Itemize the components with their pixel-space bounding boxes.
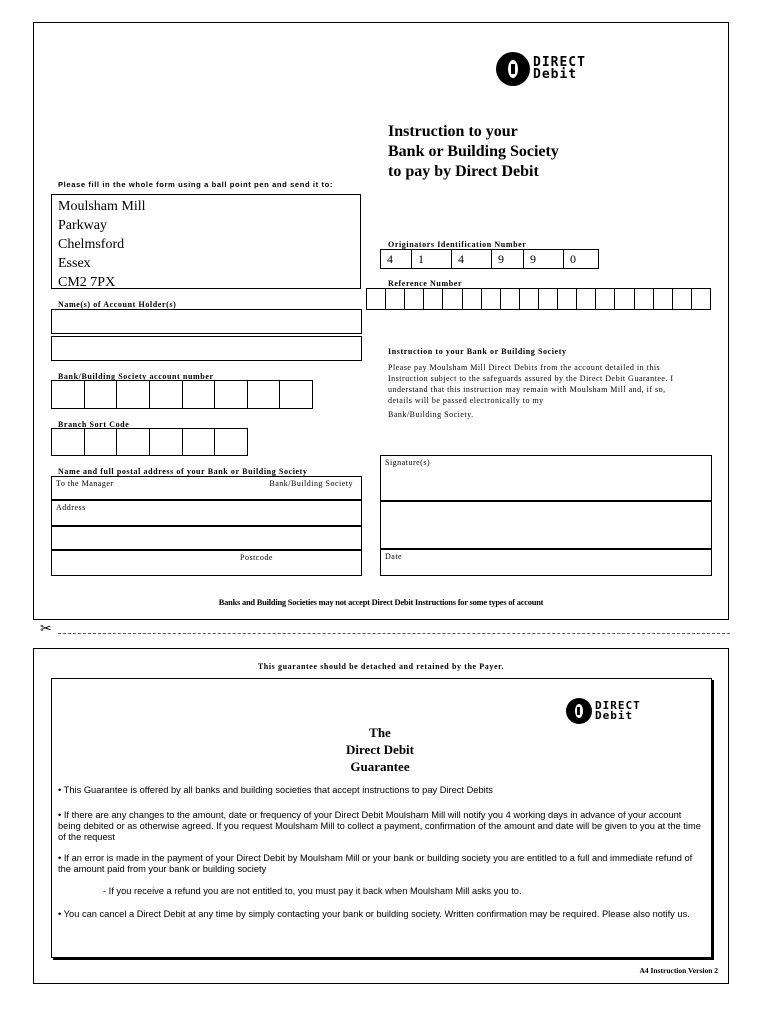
digit-cell[interactable] xyxy=(150,429,183,455)
digit-cell[interactable] xyxy=(248,381,281,408)
digit-cell[interactable] xyxy=(539,289,558,309)
digit-cell[interactable] xyxy=(183,381,216,408)
digit-cell[interactable] xyxy=(501,289,520,309)
signature-field-2[interactable] xyxy=(380,501,712,549)
instruction-text: Please pay Moulsham Mill Direct Debits from the account detailed in this Instruction subject to the safeguards assured by the Direct Debit Guarantee. I understand that this instruction may remain with Moulsham Mill and, if so, details will be passed electronically to my xyxy=(388,363,674,405)
bank-building-society-label: Bank/Building Society xyxy=(269,479,353,488)
digit-cell[interactable] xyxy=(183,429,216,455)
logo-line1: DIRECT xyxy=(533,55,586,70)
originator-label: Originators Identification Number xyxy=(388,240,527,249)
scissors-icon: ✂ xyxy=(40,621,52,637)
instruction-text-end: Bank/Building Society. xyxy=(388,410,474,419)
bank-name-field[interactable] xyxy=(51,476,362,500)
direct-debit-logo-icon xyxy=(496,52,530,86)
detach-note: This guarantee should be detached and retained by the Payer. xyxy=(257,662,505,671)
reference-label: Reference Number xyxy=(388,279,463,288)
digit-cell[interactable] xyxy=(386,289,405,309)
sort-code-cells[interactable] xyxy=(51,428,248,456)
account-holder-field-2[interactable] xyxy=(51,336,362,361)
date-label: Date xyxy=(385,552,403,561)
version-label: A4 Instruction Version 2 xyxy=(639,966,718,975)
address-field[interactable] xyxy=(51,500,362,526)
digit-cell[interactable] xyxy=(443,289,462,309)
digit-cell[interactable] xyxy=(692,289,710,309)
address-field-2[interactable] xyxy=(51,526,362,550)
originator-digit: 1 xyxy=(412,250,452,268)
digit-cell[interactable] xyxy=(577,289,596,309)
digit-cell[interactable] xyxy=(405,289,424,309)
digit-cell[interactable] xyxy=(85,381,118,408)
guarantee-title: The Direct Debit Guarantee xyxy=(346,725,414,774)
footer-note: Banks and Building Societies may not accept Direct Debit Instructions for some types of account xyxy=(218,598,544,607)
guarantee-point-4: - If you receive a refund you are not entitled to, you must pay it back when Moulsham Mill asks you to. xyxy=(103,886,522,896)
originator-digit: 9 xyxy=(492,250,524,268)
guarantee-point-1: • This Guarantee is offered by all banks and building societies that accept instructions to pay Direct Debits xyxy=(58,785,493,795)
digit-cell[interactable] xyxy=(215,381,248,408)
cut-line xyxy=(40,621,730,637)
digit-cell[interactable] xyxy=(52,381,85,408)
postcode-label: Postcode xyxy=(240,553,273,562)
digit-cell[interactable] xyxy=(463,289,482,309)
originator-digit: 0 xyxy=(570,252,576,266)
digit-cell[interactable] xyxy=(280,381,312,408)
account-number-cells[interactable] xyxy=(51,380,313,409)
logo-line2: Debit xyxy=(533,67,578,82)
signature-label: Signature(s) xyxy=(385,458,431,467)
guarantee-point-5: • You can cancel a Direct Debit at any time by simply contacting your bank or building society. Written confirmation may be required. Please also notify us. xyxy=(58,909,690,919)
direct-debit-logo xyxy=(496,52,586,86)
digit-cell[interactable] xyxy=(673,289,692,309)
guarantee-point-3: • If an error is made in the payment of your Direct Debit by Moulsham Mill or your bank or building society you are entitled to a full and immediate refund of the amount paid from your bank or building society xyxy=(58,853,693,874)
logo-line1: DIRECT xyxy=(595,699,641,712)
account-holder-field-1[interactable] xyxy=(51,309,362,334)
digit-cell[interactable] xyxy=(482,289,501,309)
originator-digit: 4 xyxy=(381,250,412,268)
sort-code-label: Branch Sort Code xyxy=(58,420,130,429)
digit-cell[interactable] xyxy=(367,289,386,309)
digit-cell[interactable] xyxy=(558,289,577,309)
digit-cell[interactable] xyxy=(596,289,615,309)
digit-cell[interactable] xyxy=(424,289,443,309)
postcode-field[interactable] xyxy=(51,550,362,576)
guarantee-point-2: • If there are any changes to the amount, date or frequency of your Direct Debit Moulsham Mill will notify you 4 working days in advance of your account being debited or as otherwise agreed. If you request Moulsham Mill to collect a payment, confirmation of the amount and date will be given to you at the time of the request xyxy=(58,810,701,842)
digit-cell[interactable] xyxy=(654,289,673,309)
logo-line2: Debit xyxy=(595,709,634,722)
digit-cell[interactable] xyxy=(117,381,150,408)
originator-digit: 4 xyxy=(452,250,492,268)
signature-field[interactable] xyxy=(380,455,712,501)
digit-cell[interactable] xyxy=(52,429,85,455)
digit-cell[interactable] xyxy=(615,289,634,309)
account-number-label: Bank/Building Society account number xyxy=(58,372,214,381)
digit-cell[interactable] xyxy=(635,289,654,309)
account-holders-label: Name(s) of Account Holder(s) xyxy=(58,300,177,309)
date-field[interactable] xyxy=(380,549,712,576)
digit-cell[interactable] xyxy=(215,429,247,455)
payee-address-box: Moulsham Mill Parkway Chelmsford Essex CM2 7PX xyxy=(51,194,361,289)
digit-cell[interactable] xyxy=(520,289,539,309)
instruction-heading: Instruction to your Bank or Building Society xyxy=(388,347,567,356)
direct-debit-logo-icon xyxy=(566,698,592,724)
dashed-divider xyxy=(58,633,730,634)
digit-cell[interactable] xyxy=(117,429,150,455)
reference-number-cells[interactable] xyxy=(366,288,711,310)
bank-address-label: Name and full postal address of your Bank or Building Society xyxy=(58,467,308,476)
direct-debit-logo-small xyxy=(566,698,641,724)
digit-cell[interactable] xyxy=(150,381,183,408)
to-manager-label: To the Manager xyxy=(56,479,114,488)
originator-digit: 9 xyxy=(524,250,564,268)
instruction-title: Instruction to your Bank or Building Society to pay by Direct Debit xyxy=(388,123,559,180)
digit-cell[interactable] xyxy=(85,429,118,455)
originator-id-cells xyxy=(380,249,599,269)
address-label: Address xyxy=(56,503,86,512)
fill-note: Please fill in the whole form using a ball point pen and send it to: xyxy=(58,180,333,189)
